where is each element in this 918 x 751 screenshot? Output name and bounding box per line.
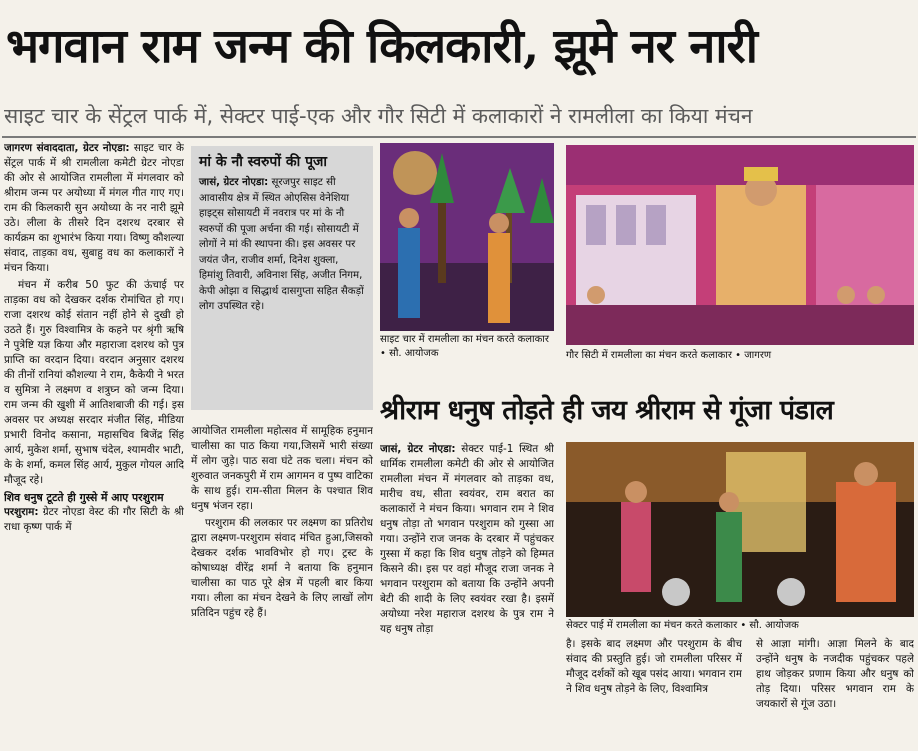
paragraph: सेक्टर पाई-1 स्थित श्री धार्मिक रामलीला कमेटी की ओर से आयोजित रामलीला मंचन में मंगलवार को ताड़का वध, मारीच वध, सीता स्वयंवर, राम बरात का कलाकारों ने मंचन किया। भगवान राम ने शिव धनुष तोड़ा तो भगवान परशुराम को गुस्सा आ गया। उन्होंने राज जनक के दरबार में पहुंचकर गुस्सा में कहा कि शिव धनुष तोड़ने को हिम्मत किसने की। इस पर वहां मौजूद राजा जनक ने भगवान परशुराम को बताया कि उन्होंने अपनी बेटी की शादी के लिए स्वयंवर रखा है। इसमें अयोध्या नरेश महाराज दशरथ के पुत्र राम ने यह धनुष तोड़ा: [380, 443, 554, 635]
photo-sector-pi: [566, 442, 914, 617]
subheading: शिव धनुष टूटते ही गुस्से में आए परशुराम: [4, 491, 164, 504]
headline: भगवान राम जन्म की किलकारी, झूमे नर नारी: [6, 19, 757, 74]
paragraph: साइट चार के सेंट्रल पार्क में श्री रामलीला कमेटी ग्रेटर नोएडा की ओर से आयोजित रामलीला में मंगलवार को श्रीराम जन्म पर अयोध्या में मंगल गीत गाए गए। राम की किलकारी सुन अयोध्या के नर नारी झूमे उठे। लीला के तीसरे दिन दशरथ दरबार से कार्यक्रम का शुभारंभ किया गया। विष्णु कौशल्या संवाद, ताड़का वध, सुबाहु वध का कलाकारों ने मंचन किया।: [4, 142, 184, 274]
paragraph: परशुराम की ललकार पर लक्ष्मण का प्रतिरोध द्वारा लक्ष्मण-परशुराम संवाद मंचित हुआ,जिसको देखकर दर्शक भावविभोर हो गए। ट्रस्ट के कोषाध्यक्ष वीरेंद्र शर्मा ने बताया कि हनुमान चालीसा का पाठ पूरे क्षेत्र में पहली बार किया गया। लीला का मंचन देखने के लिए लाखों लोग प्रतिदिन पहुंच रहे हैं।: [191, 517, 373, 619]
paragraph: ग्रेटर नोएडा वेस्ट की गौर सिटी के श्री राधा कृष्ण पार्क में: [4, 506, 184, 533]
paragraph: मंचन में करीब 50 फुट की ऊंचाई पर ताड़का वध को देखकर दर्शक रोमांचित हो गए। राजा दशरथ कोई संतान नहीं होने से दुखी हो उठते हैं। गुरु विश्वामित्र के कहने पर श्रृंगी ऋषि ने पुत्रेष्टि यज्ञ किया और महाराजा दशरथ को पुत्र प्राप्ति का वरदान दिया। वरदान अनुसार दशरथ की तीनों रानियां कौशल्या ने राम, कैकेयी ने भरत व सुमित्रा ने लक्ष्मण व शत्रुघ्न को जन्म दिया। राम जन्म की खुशी में आतिशबाजी की गई। इस अवसर पर अध्यक्ष सरदार मंजीत सिंह, मीडिया प्रभारी विनोद कसाना, महासचिव बिजेंद्र सिंह आर्य, मुकेश शर्मा, सुभाष चंदेल, श्यामवीर भाटी, के के शर्मा, कमल सिंह आर्य, मुकुल गोयल आदि मौजूद रहे।: [4, 279, 184, 486]
stage-photo: [380, 143, 554, 331]
sidebar-box: [191, 146, 373, 410]
stage-photo: [566, 145, 914, 345]
paragraph: आयोजित रामलीला महोत्सव में सामूहिक हनुमान चालीसा का पाठ किया गया,जिसमें भारी संख्या में लोग जुड़े। पाठ सवा घंटे तक चला। मंचन को शुरुवात जनकपुरी में राम आगमन व पुष्प वाटिका के साथ हुई। राम-सीता मिलन के पश्चात शिव धनुष भंजन रहा।: [191, 425, 373, 512]
sidebar-text: सूरजपुर साइट सी आवासीय क्षेत्र में स्थित ओएसिस वेनेशिया हाइट्स सोसायटी में नवरात्र पर मां के नौ स्वरुपों की पूजा अर्चना की गई। सोसायटी में लोगों ने मां की स्थापना की। इस अवसर पर जयंत जैन, राजीव शर्मा, दिनेश शुक्ला, हिमांशु तिवारी, अविनाश सिंह, अजीत निगम, केपी ओझा व सिद्धार्थ दासगुप्ता सहित सैकड़ों लोग उपस्थित रहे।: [199, 177, 364, 312]
photo-caption: गौर सिटी में रामलीला का मंचन करते कलाकार • जागरण: [566, 350, 772, 361]
photo-caption: साइट चार में रामलीला का मंचन करते कलाकार • सौ. आयोजक: [380, 334, 549, 359]
photo-site-four: [380, 143, 554, 331]
stage-photo: [566, 442, 914, 617]
header-rule: [2, 136, 916, 138]
article-column-2: [191, 424, 373, 746]
sidebar-title: मां के नौ स्वरुपों की पूजा: [199, 154, 328, 170]
article-column-3: [380, 442, 554, 747]
paragraph: है। इसके बाद लक्ष्मण और परशुराम के बीच संवाद की प्रस्तुति हुई। जो रामलीला परिसर में मौजूद दर्शकों को खूब पसंद आया। भगवान राम ने शिव धनुष तोड़ने के लिए, विश्वामित्र: [566, 638, 742, 695]
photo-gaur-city: [566, 145, 914, 345]
headline-secondary: श्रीराम धनुष तोड़ते ही जय श्रीराम से गूंजा पंडाल: [380, 395, 834, 426]
dateline: जासं, ग्रेटर नोएडा:: [380, 443, 456, 455]
article-column-5: [756, 637, 914, 747]
dateline: जासं, ग्रेटर नोएडा:: [199, 177, 269, 188]
subheadline: साइट चार के सेंट्रल पार्क में, सेक्टर पाई-एक और गौर सिटी में कलाकारों ने रामलीला का किया मंचन: [4, 104, 753, 128]
article-column-4: [566, 637, 742, 747]
paragraph: से आज्ञा मांगी। आज्ञा मिलने के बाद उन्होंने धनुष के नजदीक पहुंचकर पहले हाथ जोड़कर प्रणाम किया और धनुष को तोड़ दिया। परिसर भगवान राम के जयकारों से गूंज उठा।: [756, 638, 914, 710]
dateline: जागरण संवाददाता, ग्रेटर नोएडा:: [4, 142, 130, 154]
article-column-1: [4, 141, 184, 747]
dateline: परशुराम:: [4, 506, 39, 518]
photo-caption: सेक्टर पाई में रामलीला का मंचन करते कलाकार • सौ. आयोजक: [566, 620, 799, 631]
